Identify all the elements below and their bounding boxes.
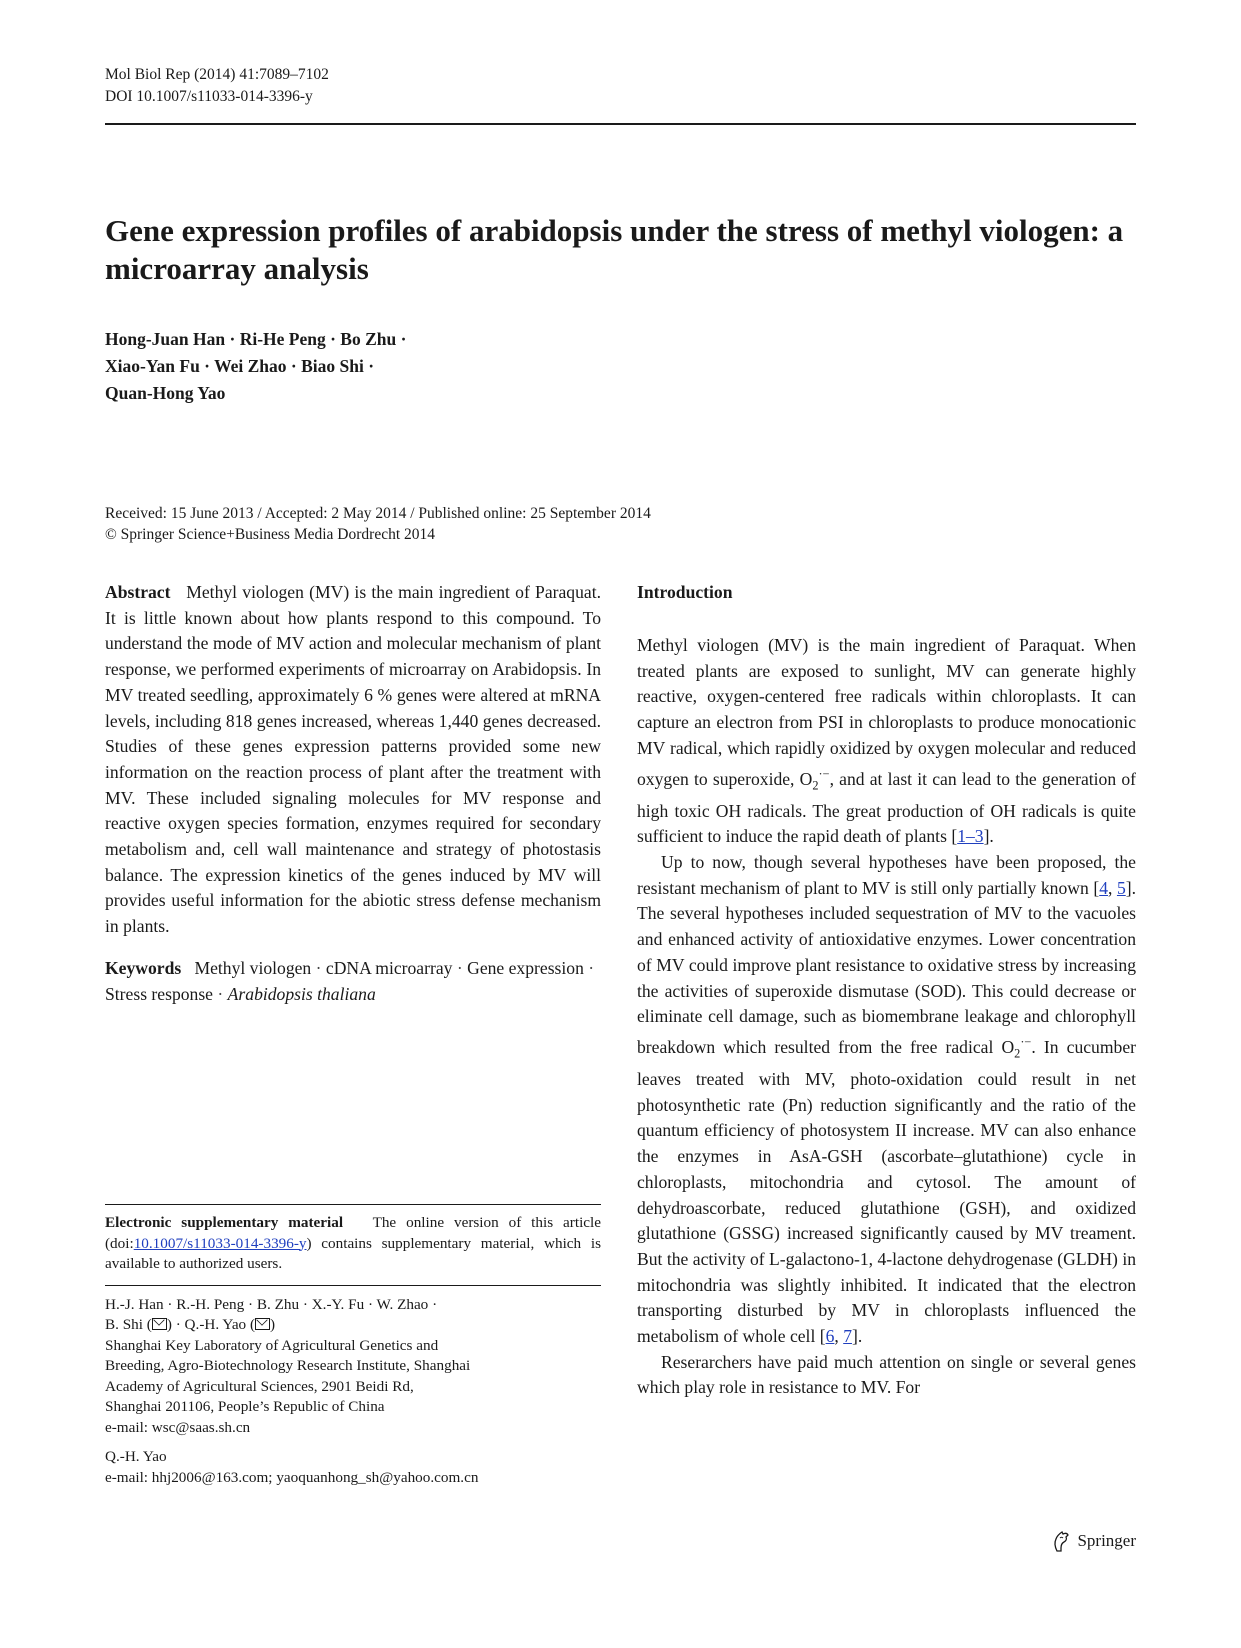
copyright-line: © Springer Science+Business Media Dordrecht 2014 <box>105 526 436 543</box>
contact-email: e-mail: hhj2006@163.com; yaoquanhong_sh@yahoo.com.cn <box>105 1468 479 1486</box>
paragraph-text: ]. <box>983 826 994 847</box>
author-line: Quan-Hong Yao <box>105 383 226 403</box>
affiliation-line: Breeding, Agro-Biotechnology Research Institute, Shanghai <box>105 1357 471 1374</box>
superscript: ·− <box>1020 1034 1032 1049</box>
keyword-item: cDNA microarray <box>325 957 453 978</box>
envelope-icon <box>255 1318 270 1330</box>
keyword-separator: · <box>217 983 224 1004</box>
citation-link[interactable]: 4 <box>1099 877 1108 898</box>
paragraph-text: ]. The several hypotheses included sequestration of MV to the vacuoles and enhanced activity of antioxidative enzymes. Lower concentration of MV could improve plant resistance to oxidative stress by increasing the activities of superoxide dismutase (SOD). This could decrease or eliminate cell damage, such as biomembrane leakage and chlorophyll breakdown which resulted from the free radical O <box>637 877 1136 1057</box>
journal-citation: Mol Biol Rep (2014) 41:7089–7102 <box>105 66 329 83</box>
paragraph-text: , <box>834 1326 844 1347</box>
citation-link[interactable]: 6 <box>825 1326 835 1347</box>
paragraph-text: . In cucumber leaves treated with MV, photo-oxidation could result in net photosynthetic rate (Pn) reduction significantly and the ratio of the quantum efficiency of photosystem II increase. MV can also enhance the enzymes in AsA-GSH (ascorbate–glutathione) cycle in chloroplasts, mitochondria and cytosol. The amount of dehydroascorbate, reduced glutathione (GSH), and oxidized glutathione (GSSG) increased significantly caused by MV treament. But the activity of L-galactono-1, 4-lactone dehydrogenase (GLDH) in mitochondria was slightly inhibited. It indicated that the electron transporting disturbed by MV in chloroplasts influenced the metabolism of whole cell [ <box>637 1036 1136 1347</box>
abstract-label: Abstract <box>105 582 171 602</box>
affiliation-names <box>105 1315 601 1336</box>
subscript: 2 <box>812 777 819 792</box>
header-rule <box>105 123 1136 125</box>
envelope-icon <box>152 1318 167 1330</box>
keyword-item: Gene expression <box>467 957 584 978</box>
paragraph-text: Up to now, though several hypotheses have been proposed, the resistant mechanism of plant to MV is still only partially known [ <box>637 852 1136 898</box>
author-list <box>105 326 406 407</box>
affiliation-line: Shanghai 201106, People’s Republic of China <box>105 1398 385 1415</box>
supplementary-note <box>105 1205 601 1285</box>
keyword-separator: · <box>588 957 595 978</box>
publisher-logo <box>1051 1530 1136 1552</box>
publication-dates <box>105 503 651 545</box>
keyword-separator: · <box>456 957 463 978</box>
paragraph-text: ]. <box>851 1326 863 1347</box>
affiliation-text: ) <box>270 1316 276 1333</box>
author-line: Hong-Juan Han · Ri-He Peng · Bo Zhu · <box>105 329 407 349</box>
contact-name: Q.-H. Yao <box>105 1448 167 1465</box>
esm-text: The online version of this article (doi: <box>105 1214 601 1252</box>
intro-paragraph <box>637 633 1136 850</box>
article-title: Gene expression profiles of arabidopsis under the stress of methyl viologen: a microarray analysis <box>105 213 1124 286</box>
esm-text: ) contains supplementary material, which is available to authorized users. <box>105 1234 601 1272</box>
paragraph-text: Methyl viologen (MV) is the main ingredient of Paraquat. When treated plants are exposed to sunlight, MV can generate highly reactive, oxygen-centered free radicals within chloroplasts. It can capture an electron from PSI in chloroplasts to produce monocationic MV radical, which rapidly oxidized by oxygen molecular and reduced oxygen to superoxide, O <box>637 635 1136 789</box>
keywords <box>105 956 601 1007</box>
intro-paragraph <box>637 850 1136 1350</box>
keyword-item: Methyl viologen <box>194 957 312 978</box>
paragraph-text: , and at last it can lead to the generation of high toxic OH radicals. The great production of OH radicals is quite sufficient to induce the rapid death of plants [ <box>637 768 1136 847</box>
received-accepted-published: Received: 15 June 2013 / Accepted: 2 May 2014 / Published online: 25 September 2014 <box>105 505 651 522</box>
springer-horse-icon <box>1051 1530 1071 1552</box>
affiliation-line: Shanghai Key Laboratory of Agricultural Genetics and <box>105 1336 439 1354</box>
keywords-label: Keywords <box>105 957 182 978</box>
author-line: Xiao-Yan Fu · Wei Zhao · Biao Shi · <box>105 356 375 376</box>
esm-label: Electronic supplementary material <box>105 1214 344 1231</box>
citation-link[interactable]: 7 <box>843 1326 852 1347</box>
keyword-item: Arabidopsis thaliana <box>227 983 376 1004</box>
abstract-text: Methyl viologen (MV) is the main ingredient of Paraquat. It is little known about how plants respond to this compound. To understand the mode of MV action and molecular mechanism of plant response, we performed experiments of microarray on Arabidopsis. In MV treated seedling, approximately 6 % genes were altered at mRNA levels, including 818 genes increased, whereas 1,440 genes decreased. Studies of these genes expression patterns provided some new information on the reaction process of plant after the treatment with MV. These included signaling molecules for MV response and reactive oxygen species formation, enzymes required for secondary metabolism and, cell wall maintenance and strategy of photostasis balance. The expression kinetics of the genes induced by MV will provides useful information for the abiotic stress defense mechanism in plants. <box>105 582 601 937</box>
contact-email: e-mail: wsc@saas.sh.cn <box>105 1418 251 1436</box>
citation-link[interactable]: 5 <box>1116 877 1126 898</box>
left-column <box>105 580 601 1007</box>
affiliation-text: ) · Q.-H. Yao ( <box>166 1316 256 1333</box>
paragraph-text: , <box>1107 877 1117 898</box>
doi-line: DOI 10.1007/s11033-014-3396-y <box>105 88 313 105</box>
affiliation-line: Academy of Agricultural Sciences, 2901 Beidi Rd, <box>105 1377 414 1395</box>
publisher-name: Springer <box>1077 1531 1136 1550</box>
keyword-separator: · <box>315 957 322 978</box>
citation-link[interactable]: 1–3 <box>957 826 984 847</box>
abstract <box>105 580 601 940</box>
affiliation <box>105 1286 601 1489</box>
intro-paragraph: Reserarchers have paid much attention on single or several genes which play role in resistance to MV. For <box>637 1351 1136 1398</box>
keyword-item: Stress response <box>105 983 213 1004</box>
right-column <box>637 580 1136 1401</box>
introduction-heading: Introduction <box>637 582 733 602</box>
doi-link[interactable]: 10.1007/s11033-014-3396-y <box>133 1234 307 1252</box>
subscript: 2 <box>1014 1046 1021 1061</box>
superscript: ·− <box>818 766 830 781</box>
running-header <box>105 64 329 108</box>
footnote-block <box>105 1204 601 1488</box>
affiliation-text: B. Shi ( <box>105 1316 152 1333</box>
affiliation-names: H.-J. Han · R.-H. Peng · B. Zhu · X.-Y. Fu · W. Zhao · <box>105 1295 438 1313</box>
